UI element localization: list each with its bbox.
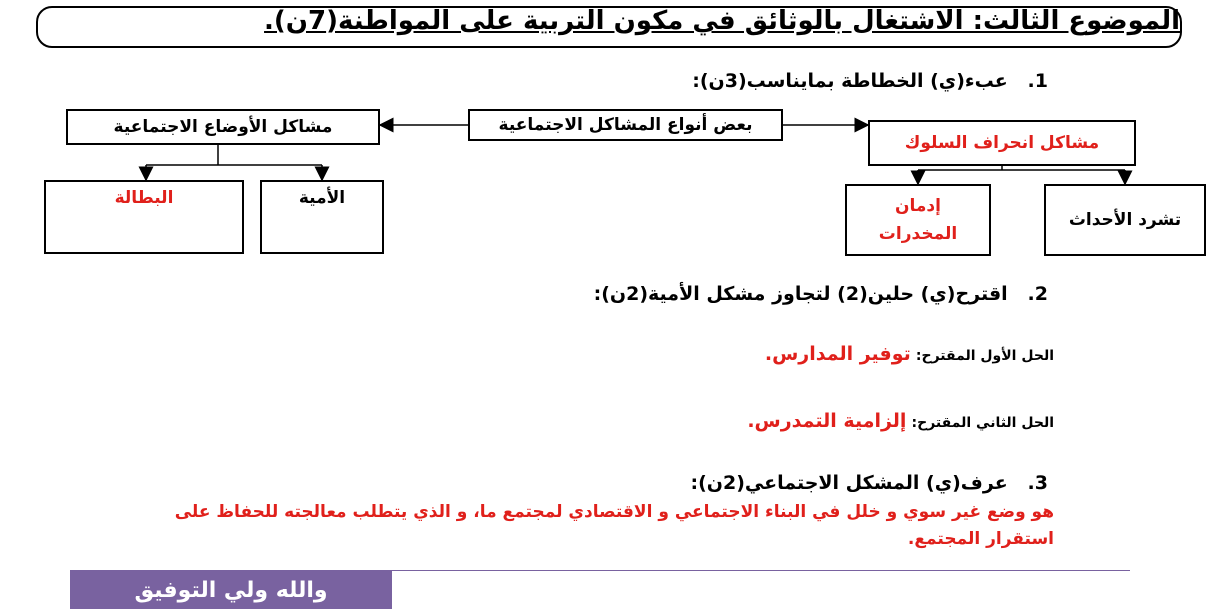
diagram-unemployment-box: البطالة bbox=[44, 180, 244, 254]
question-3-number: 3. bbox=[1027, 472, 1048, 494]
question-1-text: عبء(ي) الخطاطة بمايناسب(3ن): bbox=[692, 70, 1008, 92]
diagram-homeless-box: تشرد الأحداث bbox=[1044, 184, 1206, 256]
solution-1-label: الحل الأول المقترح: bbox=[915, 348, 1054, 364]
question-2-text: اقترح(ي) حلين(2) لتجاوز مشكل الأمية(2ن): bbox=[593, 283, 1008, 305]
solution-2 bbox=[747, 410, 1054, 432]
solution-1 bbox=[765, 343, 1054, 365]
diagram-center-box: بعض أنواع المشاكل الاجتماعية bbox=[468, 109, 783, 141]
question-2-number: 2. bbox=[1027, 283, 1048, 305]
closing-banner: والله ولي التوفيق bbox=[70, 571, 392, 609]
definition-line-1: هو وضع غير سوي و خلل في البناء الاجتماعي و الاقتصادي لمجتمع ما، و الذي يتطلب معالجته للحفاظ على bbox=[174, 502, 1054, 522]
solution-1-value: توفير المدارس. bbox=[764, 343, 911, 365]
solution-2-label: الحل الثاني المقترح: bbox=[911, 415, 1054, 431]
diagram-right-box: مشاكل انحراف السلوك bbox=[868, 120, 1136, 166]
definition-line-2: استقرار المجتمع. bbox=[907, 529, 1054, 549]
question-3-text: عرف(ي) المشكل الاجتماعي(2ن): bbox=[690, 472, 1008, 494]
question-2 bbox=[594, 283, 1048, 305]
page-title: الموضوع الثالث: الاشتغال بالوثائق في مكون التربية على المواطنة(7ن). bbox=[264, 6, 1180, 36]
definition-answer bbox=[44, 499, 1054, 553]
diagram-left-box: مشاكل الأوضاع الاجتماعية bbox=[66, 109, 380, 145]
diagram-illiteracy-box: الأمية bbox=[260, 180, 384, 254]
question-3 bbox=[690, 472, 1048, 494]
solution-2-value: إلزامية التمدرس. bbox=[747, 410, 907, 432]
question-1-number: 1. bbox=[1027, 70, 1048, 92]
diagram-addiction-box: إدمان المخدرات bbox=[845, 184, 991, 256]
